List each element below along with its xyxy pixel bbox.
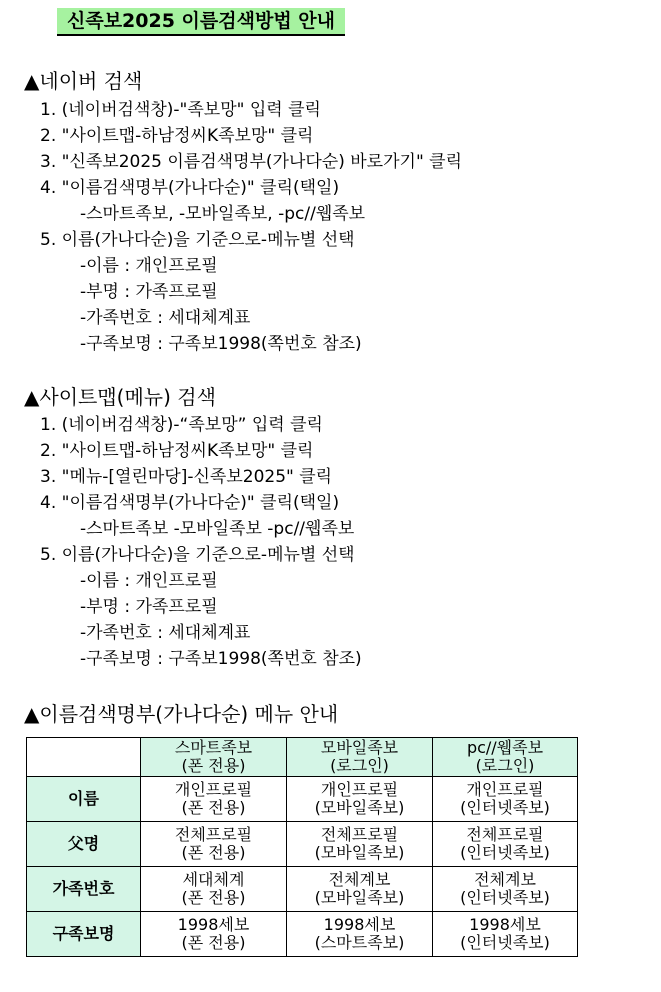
cell-text: 전체계보	[474, 870, 536, 889]
list-item: 3. "신족보2025 이름검색명부(가나다순) 바로가기" 클릭	[40, 152, 463, 172]
table-cell	[141, 777, 287, 822]
list-item: 2. "사이트맵-하남정씨K족보망" 클릭	[40, 441, 314, 461]
list-subitem: -구족보명 : 구족보1998(쪽번호 참조)	[80, 649, 362, 669]
list-subitem: -가족번호 : 세대체계표	[80, 308, 251, 328]
column-header-name: pc//웹족보	[466, 738, 544, 757]
cell-text: 전체프로필	[320, 825, 399, 844]
column-header-sub: (로그인)	[330, 756, 389, 775]
table-cell	[433, 867, 578, 912]
list-subitem: -부명 : 가족프로필	[80, 597, 218, 617]
cell-subtext: (스마트족보)	[314, 933, 405, 952]
table-cell	[287, 777, 433, 822]
table-cell	[141, 912, 287, 957]
table-cell	[433, 912, 578, 957]
table-cell	[287, 822, 433, 867]
section-heading-naver: ▲네이버 검색	[24, 69, 143, 93]
cell-subtext: (폰 전용)	[181, 888, 246, 907]
cell-subtext: (인터넷족보)	[460, 843, 550, 862]
table-row	[27, 867, 578, 912]
list-item: 4. "이름검색명부(가나다순)" 클릭(택일)	[40, 178, 340, 198]
list-item: 1. (네이버검색창)-"족보망" 입력 클릭	[40, 100, 321, 120]
section-heading-sitemap: ▲사이트맵(메뉴) 검색	[24, 385, 216, 409]
table-row	[27, 777, 578, 822]
table-header-row	[27, 738, 578, 777]
cell-subtext: (폰 전용)	[181, 798, 246, 817]
cell-text: 전체프로필	[174, 825, 253, 844]
page-title: 신족보2025 이름검색방법 안내	[57, 8, 345, 36]
section-heading-menu: ▲이름검색명부(가나다순) 메뉴 안내	[24, 702, 339, 726]
table-cell	[433, 777, 578, 822]
list-subitem: -이름 : 개인프로필	[80, 571, 218, 591]
table-row	[27, 912, 578, 957]
cell-text: 1998세보	[469, 915, 541, 934]
row-header: 구족보명	[27, 912, 141, 957]
cell-subtext: (폰 전용)	[181, 843, 246, 862]
cell-subtext: (모바일족보)	[314, 888, 405, 907]
list-subitem: -가족번호 : 세대체계표	[80, 623, 251, 643]
cell-subtext: (모바일족보)	[314, 798, 405, 817]
cell-text: 개인프로필	[466, 780, 544, 799]
table-cell	[287, 912, 433, 957]
cell-text: 개인프로필	[320, 780, 399, 799]
column-header-sub: (폰 전용)	[181, 756, 246, 775]
list-item: 3. "메뉴-[열린마당]-신족보2025" 클릭	[40, 467, 333, 487]
row-header: 이름	[27, 777, 141, 822]
menu-table	[26, 737, 578, 957]
column-header-sub: (로그인)	[475, 756, 535, 775]
cell-subtext: (폰 전용)	[181, 933, 246, 952]
row-header: 父명	[27, 822, 141, 867]
table-cell	[141, 867, 287, 912]
cell-subtext: (인터넷족보)	[460, 933, 550, 952]
cell-text: 세대체계	[182, 870, 245, 889]
cell-subtext: (인터넷족보)	[460, 798, 550, 817]
list-subitem: -이름 : 개인프로필	[80, 256, 218, 276]
list-item: 4. "이름검색명부(가나다순)" 클릭(택일)	[40, 493, 340, 513]
list-subitem: -스마트족보, -모바일족보, -pc//웹족보	[80, 204, 366, 224]
cell-text: 개인프로필	[174, 780, 253, 799]
cell-subtext: (인터넷족보)	[460, 888, 550, 907]
table-cell	[141, 822, 287, 867]
column-header-name: 모바일족보	[320, 738, 399, 757]
list-item: 5. 이름(가나다순)을 기준으로-메뉴별 선택	[40, 230, 355, 250]
list-item: 1. (네이버검색창)-“족보망” 입력 클릭	[40, 415, 323, 435]
list-subitem: -구족보명 : 구족보1998(쪽번호 참조)	[80, 334, 362, 354]
cell-text: 1998세보	[177, 915, 250, 934]
column-header-pc-web	[433, 738, 578, 777]
cell-text: 전체계보	[328, 870, 391, 889]
list-item: 5. 이름(가나다순)을 기준으로-메뉴별 선택	[40, 545, 355, 565]
cell-text: 1998세보	[323, 915, 396, 934]
list-item: 2. "사이트맵-하남정씨K족보망" 클릭	[40, 126, 314, 146]
table-row	[27, 822, 578, 867]
list-subitem: -스마트족보 -모바일족보 -pc//웹족보	[80, 519, 355, 539]
table-cell	[433, 822, 578, 867]
table-corner-cell	[27, 738, 141, 777]
column-header-smart	[141, 738, 287, 777]
list-subitem: -부명 : 가족프로필	[80, 282, 218, 302]
column-header-mobile	[287, 738, 433, 777]
cell-text: 전체프로필	[466, 825, 544, 844]
table-cell	[287, 867, 433, 912]
column-header-name: 스마트족보	[174, 738, 253, 757]
cell-subtext: (모바일족보)	[314, 843, 405, 862]
row-header: 가족번호	[27, 867, 141, 912]
